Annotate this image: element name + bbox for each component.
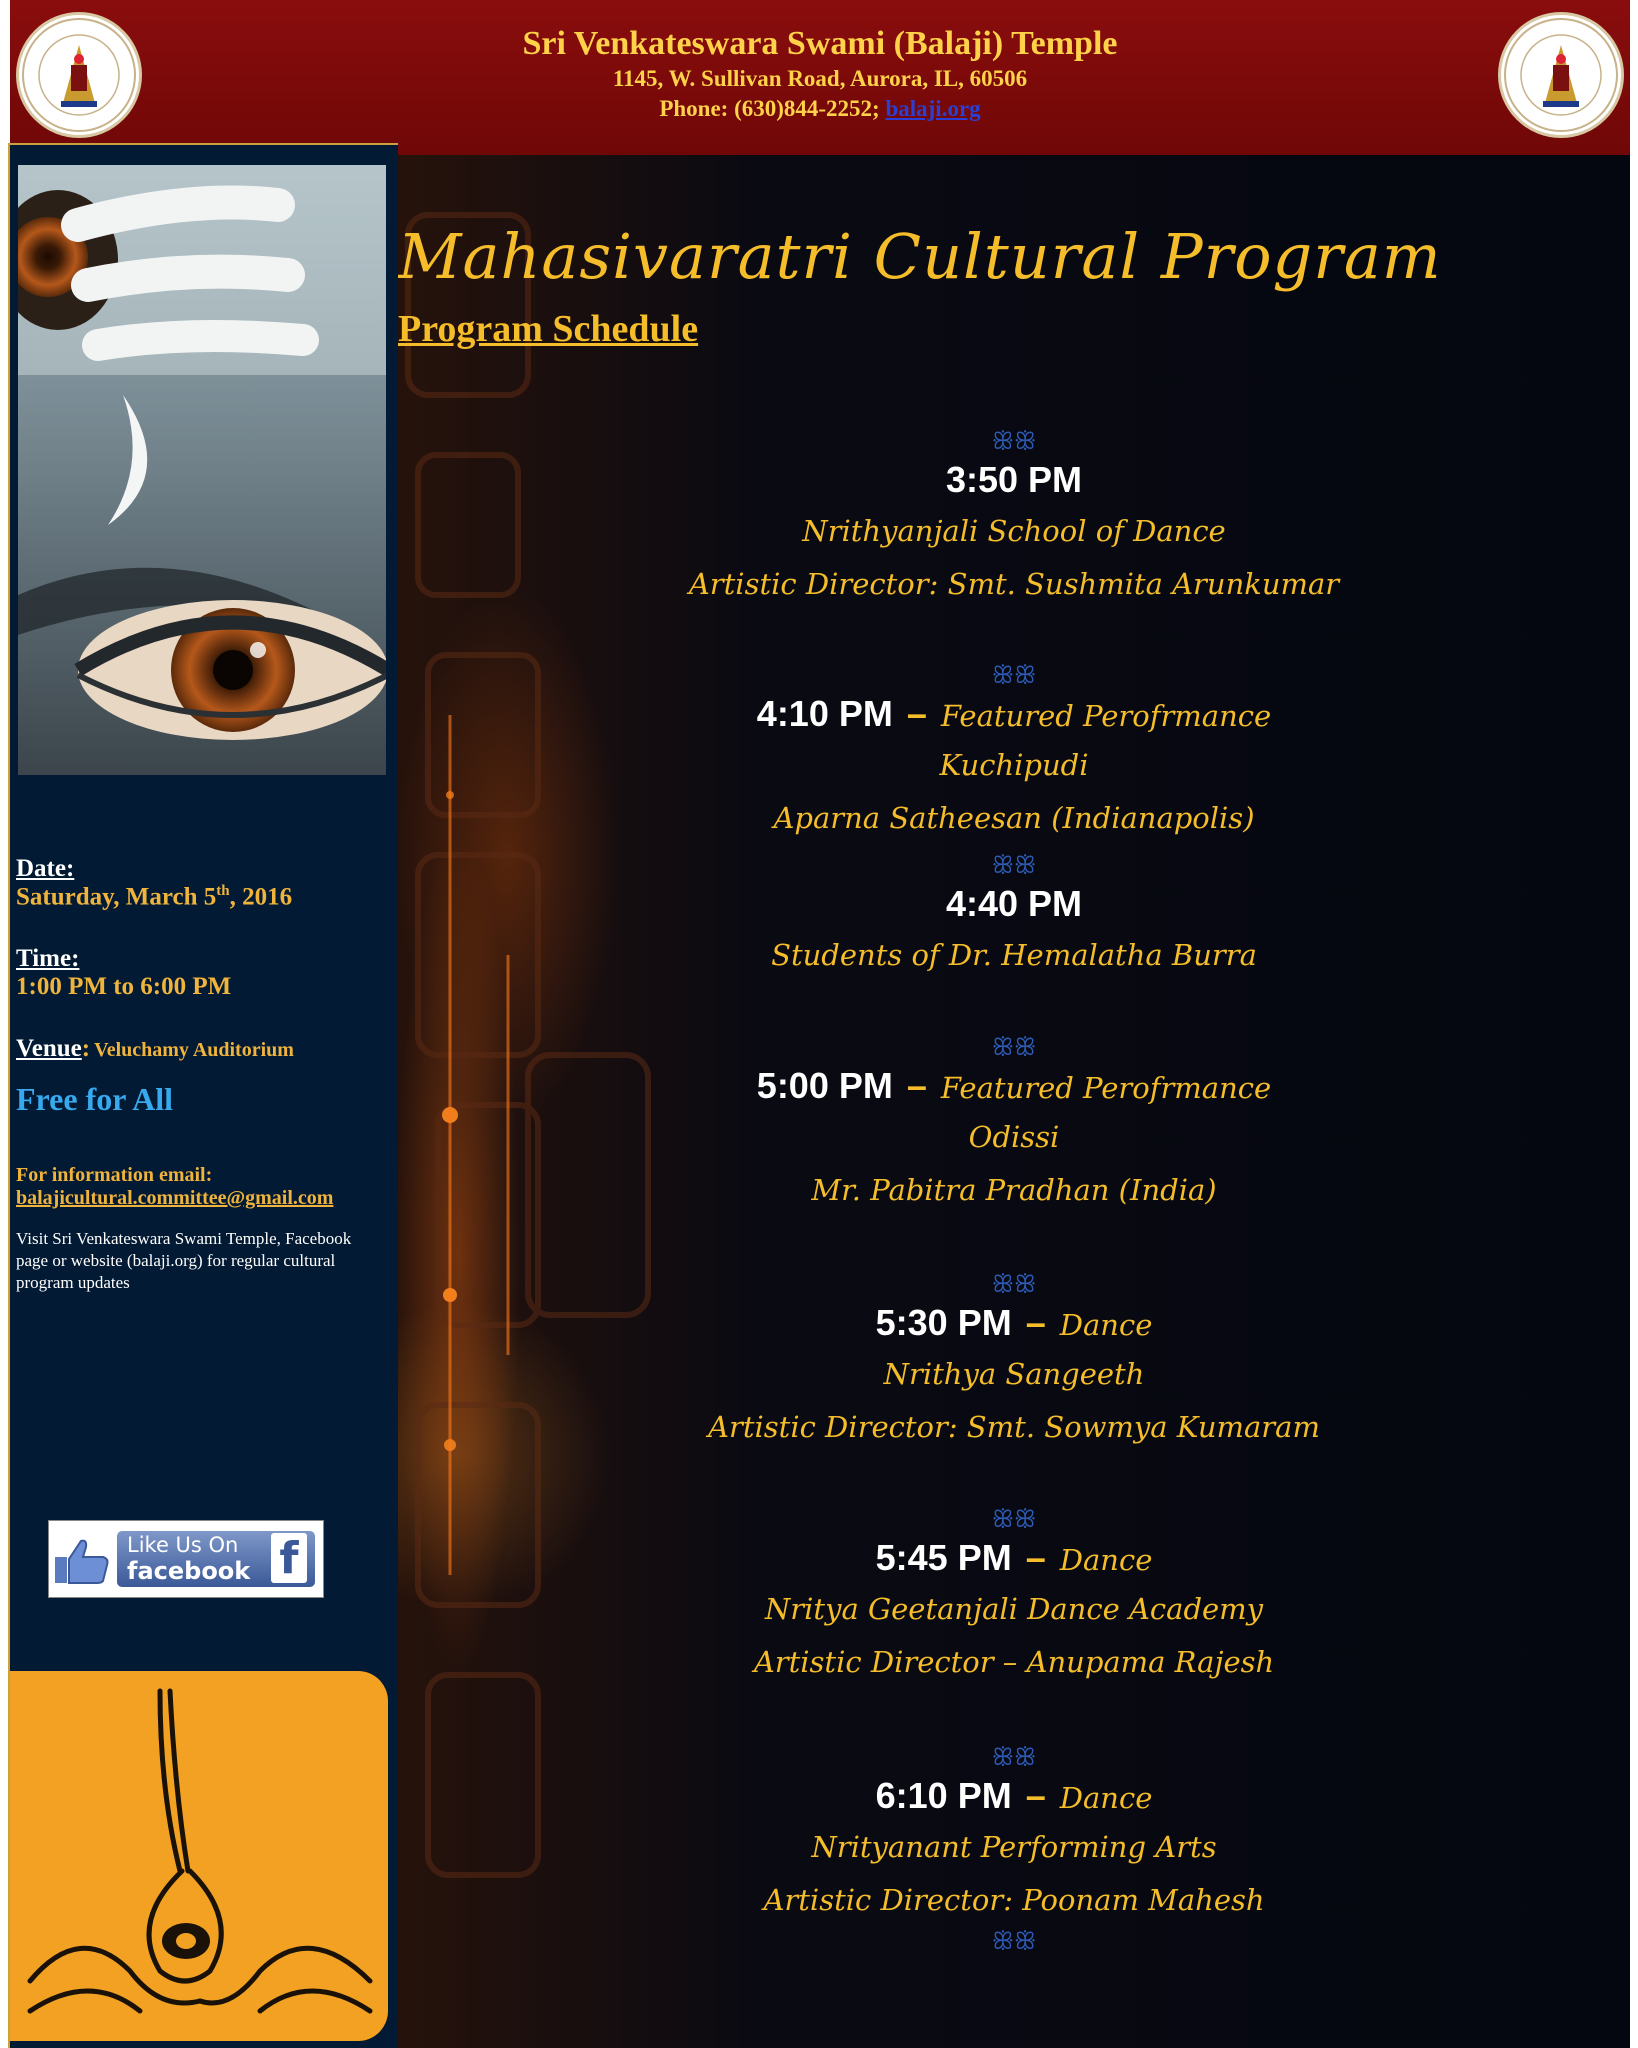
schedule-tag: Featured Perofrmance [940, 699, 1272, 733]
date-year: , 2016 [229, 883, 293, 911]
schedule-detail-line: Mr. Pabitra Pradhan (India) [811, 1173, 1217, 1207]
schedule-time: 5:30 PM [875, 1302, 1012, 1343]
schedule-dash: – [1025, 1775, 1046, 1816]
ornament-divider-icon: ꕥꕥ [991, 1505, 1037, 1533]
schedule-detail-line: Nrityanant Performing Arts [811, 1830, 1217, 1864]
venue-colon: : [81, 1035, 91, 1063]
schedule-dash: – [1025, 1537, 1046, 1578]
schedule-item [398, 1270, 1630, 1454]
schedule-tag: Dance [1059, 1543, 1153, 1577]
ornament-divider-icon: ꕥꕥ [991, 1743, 1037, 1771]
temple-address: 1145, W. Sullivan Road, Aurora, IL, 60506 [612, 66, 1028, 91]
visit-note: Visit Sri Venkateswara Swami Temple, Facebook page or website (balaji.org) for regular cultural program updates [16, 1229, 352, 1293]
schedule-time: 5:00 PM [756, 1065, 893, 1106]
temple-phone-line [10, 94, 1630, 124]
facebook-badge [117, 1531, 315, 1587]
ornament-divider-icon: ꕥꕥ [991, 661, 1037, 689]
schedule-dash: – [906, 1065, 927, 1106]
schedule-detail-line: Students of Dr. Hemalatha Burra [771, 938, 1257, 972]
facebook-f-icon: f [271, 1533, 307, 1583]
schedule-detail-line: Nritya Geetanjali Dance Academy [764, 1592, 1264, 1626]
schedule-detail-line: Nrithya Sangeeth [883, 1357, 1145, 1391]
temple-phone: Phone: (630)844-2252; [659, 96, 880, 121]
schedule-detail-line: Artistic Director – Anupama Rajesh [753, 1645, 1275, 1679]
schedule-item [398, 1743, 1630, 1955]
ornament-divider-icon: ꕥꕥ [991, 1033, 1037, 1061]
venue-value: Veluchamy Auditorium [94, 1039, 294, 1062]
temple-seal-left [16, 12, 142, 138]
schedule-time-row [398, 689, 1630, 739]
schedule-item [398, 427, 1630, 611]
temple-header [10, 0, 1630, 155]
schedule-time-row [398, 1061, 1630, 1111]
schedule-detail-line: Odissi [968, 1120, 1060, 1154]
schedule-time-row [398, 1771, 1630, 1821]
email-label: For information email: [16, 1164, 213, 1187]
schedule-dash: – [1025, 1302, 1046, 1343]
schedule-item [398, 1033, 1630, 1217]
schedule-item [398, 851, 1630, 982]
like-us-on-text: Like Us On [127, 1533, 239, 1557]
schedule-detail-line: Artistic Director: Smt. Sowmya Kumaram [708, 1410, 1320, 1444]
contact-email-link[interactable]: balajicultural.committee@gmail.com [16, 1187, 334, 1210]
ornament-divider-icon: ꕥꕥ [991, 851, 1037, 879]
schedule-dash: – [906, 693, 927, 734]
date-block [16, 855, 386, 911]
date-label: Date: [16, 855, 75, 882]
schedule-time-row [398, 1533, 1630, 1583]
ornament-divider-icon: ꕥꕥ [991, 1927, 1037, 1955]
schedule-tag: Dance [1059, 1781, 1153, 1815]
event-info [16, 855, 386, 1294]
schedule-detail-line: Nrithyanjali School of Dance [802, 514, 1226, 548]
ornament-divider-icon: ꕥꕥ [991, 427, 1037, 455]
event-sidebar [8, 143, 398, 2048]
schedule-detail-line: Kuchipudi [939, 748, 1089, 782]
schedule-time: 4:10 PM [756, 693, 893, 734]
schedule-tag: Dance [1059, 1308, 1153, 1342]
schedule-time-row [398, 879, 1630, 929]
schedule-time: 4:40 PM [945, 883, 1083, 924]
schedule-time-row [398, 455, 1630, 505]
time-value: 1:00 PM to 6:00 PM [16, 973, 232, 1001]
schedule-tag: Featured Perofrmance [940, 1071, 1272, 1105]
program-schedule-heading: Program Schedule [398, 308, 699, 350]
schedule-time: 3:50 PM [945, 459, 1083, 500]
date-suffix: th [216, 883, 230, 899]
schedule-detail-line: Aparna Satheesan (Indianapolis) [773, 801, 1255, 835]
schedule-item [398, 1505, 1630, 1689]
thumbs-up-icon [53, 1535, 111, 1585]
schedule-item [398, 661, 1630, 845]
time-block [16, 945, 386, 1001]
third-eye-logo [10, 1671, 388, 2041]
schedule-time: 6:10 PM [875, 1775, 1012, 1816]
ornament-divider-icon: ꕥꕥ [991, 1270, 1037, 1298]
time-label: Time: [16, 945, 80, 973]
facebook-wordmark: facebook [127, 1557, 251, 1585]
temple-seal-right [1498, 12, 1624, 138]
temple-name: Sri Venkateswara Swami (Balaji) Temple [522, 25, 1118, 62]
program-panel [398, 155, 1630, 2048]
venue-block [16, 1035, 386, 1063]
shiva-eye-image [18, 165, 386, 775]
date-value-main: Saturday, March 5 [16, 883, 217, 911]
temple-website-link[interactable]: balaji.org [885, 96, 981, 121]
date-value [16, 883, 386, 911]
venue-label: Venue [16, 1035, 82, 1063]
free-for-all-text: Free for All [16, 1081, 173, 1118]
schedule-detail-line: Artistic Director: Smt. Sushmita Arunkumar [688, 567, 1340, 601]
schedule-time: 5:45 PM [875, 1537, 1012, 1578]
schedule-detail-line: Artistic Director: Poonam Mahesh [763, 1883, 1265, 1917]
program-title: Mahasivaratri Cultural Program [398, 220, 1442, 293]
schedule-time-row [398, 1298, 1630, 1348]
facebook-like-button[interactable] [48, 1520, 324, 1598]
